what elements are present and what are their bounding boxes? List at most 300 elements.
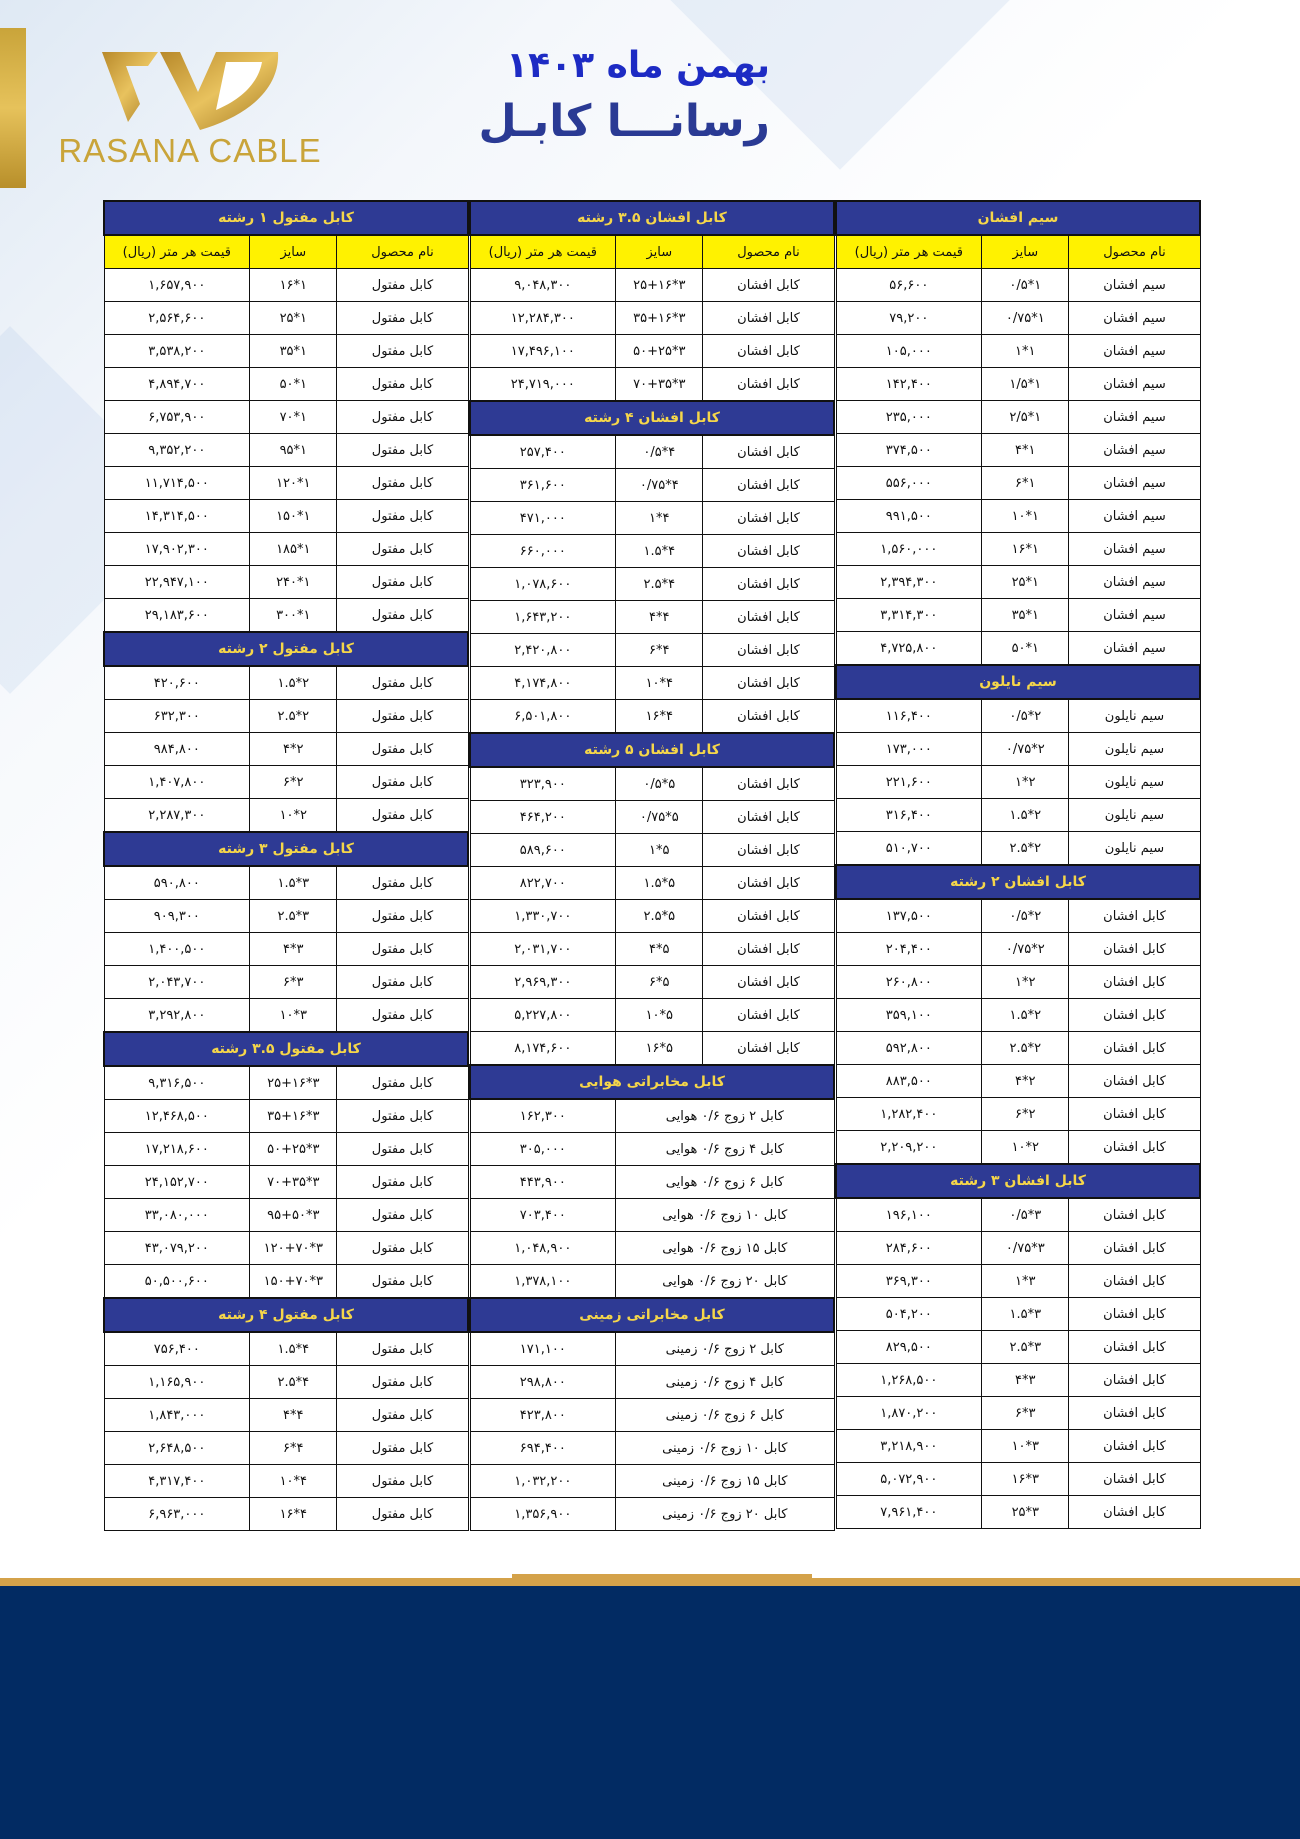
product-size: ۴*۴ bbox=[616, 601, 703, 634]
product-name: کابل مفتول bbox=[337, 1133, 468, 1166]
product-name: کابل مفتول bbox=[337, 1332, 468, 1366]
product-name: سیم نایلون bbox=[1069, 832, 1200, 866]
product-price: ۹۹۱,۵۰۰ bbox=[836, 500, 982, 533]
table-row bbox=[470, 867, 834, 900]
product-name: کابل مفتول bbox=[337, 1432, 468, 1465]
section-header-row bbox=[104, 632, 468, 666]
product-price: ۳۲۳,۹۰۰ bbox=[470, 767, 616, 801]
product-name: کابل مفتول bbox=[337, 467, 468, 500]
product-name: کابل ۲۰ زوج ۰/۶ هوایی bbox=[616, 1265, 834, 1299]
product-price: ۸,۱۷۴,۶۰۰ bbox=[470, 1032, 616, 1066]
product-size: ۱*۲/۵ bbox=[982, 401, 1069, 434]
product-name: کابل افشان bbox=[703, 435, 834, 469]
table-row bbox=[470, 1133, 834, 1166]
product-price: ۸۲۹,۵۰۰ bbox=[836, 1331, 982, 1364]
product-price: ۴,۷۲۵,۸۰۰ bbox=[836, 632, 982, 666]
product-price: ۵۹۰,۸۰۰ bbox=[104, 866, 250, 900]
product-name: کابل افشان bbox=[1069, 1496, 1200, 1529]
price-table bbox=[103, 200, 469, 1531]
product-size: ۲*۴ bbox=[982, 1065, 1069, 1098]
product-price: ۱,۳۳۰,۷۰۰ bbox=[470, 900, 616, 933]
table-row bbox=[104, 302, 468, 335]
table-row bbox=[836, 999, 1200, 1032]
table-row bbox=[470, 1465, 834, 1498]
product-price: ۱,۴۰۷,۸۰۰ bbox=[104, 766, 250, 799]
product-name: سیم افشان bbox=[1069, 632, 1200, 666]
product-price: ۱,۸۷۰,۲۰۰ bbox=[836, 1397, 982, 1430]
product-price: ۲,۴۲۰,۸۰۰ bbox=[470, 634, 616, 667]
table-row bbox=[470, 933, 834, 966]
section-header-row bbox=[836, 865, 1200, 899]
product-size: ۳*۰/۷۵ bbox=[982, 1232, 1069, 1265]
product-price: ۷۰۳,۴۰۰ bbox=[470, 1199, 616, 1232]
product-price: ۹,۳۱۶,۵۰۰ bbox=[104, 1066, 250, 1100]
product-name: کابل مفتول bbox=[337, 401, 468, 434]
section-title: کابل افشان ۳ رشته bbox=[836, 1164, 1200, 1198]
product-price: ۸۸۳,۵۰۰ bbox=[836, 1065, 982, 1098]
product-size: ۳*۷۰+۳۵ bbox=[616, 368, 703, 402]
product-name: کابل افشان bbox=[703, 867, 834, 900]
logo-mark-icon bbox=[40, 44, 340, 134]
product-price: ۱,۳۷۸,۱۰۰ bbox=[470, 1265, 616, 1299]
product-name: کابل مفتول bbox=[337, 1265, 468, 1299]
table-row bbox=[836, 1397, 1200, 1430]
table-row bbox=[836, 1364, 1200, 1397]
table-row bbox=[470, 700, 834, 734]
product-name: سیم افشان bbox=[1069, 434, 1200, 467]
product-price: ۲۶۰,۸۰۰ bbox=[836, 966, 982, 999]
table-row bbox=[836, 1331, 1200, 1364]
table-row bbox=[470, 801, 834, 834]
table-row bbox=[104, 1066, 468, 1100]
product-price: ۱۲,۴۶۸,۵۰۰ bbox=[104, 1100, 250, 1133]
table-row bbox=[104, 335, 468, 368]
product-size: ۲*۴ bbox=[250, 733, 337, 766]
product-price: ۷۹,۲۰۰ bbox=[836, 302, 982, 335]
product-price: ۱۶۲,۳۰۰ bbox=[470, 1099, 616, 1133]
table-row bbox=[836, 1131, 1200, 1165]
table-row bbox=[470, 999, 834, 1032]
product-price: ۴۲۰,۶۰۰ bbox=[104, 666, 250, 700]
product-name: کابل مفتول bbox=[337, 368, 468, 401]
product-price: ۱,۱۶۵,۹۰۰ bbox=[104, 1366, 250, 1399]
product-price: ۶۶۰,۰۰۰ bbox=[470, 535, 616, 568]
product-name: سیم افشان bbox=[1069, 302, 1200, 335]
product-name: کابل مفتول bbox=[337, 1498, 468, 1531]
table-row bbox=[836, 632, 1200, 666]
table-row bbox=[470, 435, 834, 469]
product-name: کابل ۴ زوج ۰/۶ زمینی bbox=[616, 1366, 834, 1399]
table-row bbox=[836, 1265, 1200, 1298]
product-price: ۱۳۷,۵۰۰ bbox=[836, 899, 982, 933]
product-price: ۸۲۲,۷۰۰ bbox=[470, 867, 616, 900]
table-row bbox=[836, 1232, 1200, 1265]
table-row bbox=[470, 1166, 834, 1199]
table-row bbox=[104, 269, 468, 302]
table-row bbox=[836, 533, 1200, 566]
product-name: کابل مفتول bbox=[337, 700, 468, 733]
product-price: ۵۱۰,۷۰۰ bbox=[836, 832, 982, 866]
product-size: ۲*۰/۵ bbox=[982, 699, 1069, 733]
product-price: ۴۳,۰۷۹,۲۰۰ bbox=[104, 1232, 250, 1265]
product-name: سیم افشان bbox=[1069, 269, 1200, 302]
product-name: کابل مفتول bbox=[337, 866, 468, 900]
product-size: ۳*۲۵ bbox=[982, 1496, 1069, 1529]
product-price: ۳۳,۰۸۰,۰۰۰ bbox=[104, 1199, 250, 1232]
product-price: ۲,۰۳۱,۷۰۰ bbox=[470, 933, 616, 966]
product-size: ۲*۰/۷۵ bbox=[982, 933, 1069, 966]
product-price: ۲,۶۴۸,۵۰۰ bbox=[104, 1432, 250, 1465]
product-price: ۳,۵۳۸,۲۰۰ bbox=[104, 335, 250, 368]
product-price: ۴۲۳,۸۰۰ bbox=[470, 1399, 616, 1432]
column-header-row bbox=[104, 235, 468, 269]
product-name: کابل مفتول bbox=[337, 1166, 468, 1199]
page-title-block bbox=[430, 44, 770, 150]
product-price: ۲,۲۰۹,۲۰۰ bbox=[836, 1131, 982, 1165]
table-row bbox=[470, 1432, 834, 1465]
table-row bbox=[836, 1098, 1200, 1131]
product-price: ۲۰۴,۴۰۰ bbox=[836, 933, 982, 966]
product-name: کابل افشان bbox=[1069, 1331, 1200, 1364]
product-price: ۱۷,۹۰۲,۳۰۰ bbox=[104, 533, 250, 566]
product-size: ۳*۲۵+۱۶ bbox=[616, 269, 703, 302]
product-name: کابل افشان bbox=[1069, 999, 1200, 1032]
table-row bbox=[836, 766, 1200, 799]
table-row bbox=[104, 866, 468, 900]
product-price: ۴۴۳,۹۰۰ bbox=[470, 1166, 616, 1199]
product-size: ۱*۱ bbox=[982, 335, 1069, 368]
product-name: کابل افشان bbox=[1069, 1364, 1200, 1397]
table-row bbox=[104, 401, 468, 434]
product-price: ۶,۷۵۳,۹۰۰ bbox=[104, 401, 250, 434]
product-size: ۵*۱۰ bbox=[616, 999, 703, 1032]
section-title: کابل مفتول ۳.۵ رشته bbox=[104, 1032, 468, 1066]
product-size: ۲*۰/۵ bbox=[982, 899, 1069, 933]
table-row bbox=[470, 667, 834, 700]
product-name: کابل افشان bbox=[1069, 1265, 1200, 1298]
product-name: کابل مفتول bbox=[337, 1366, 468, 1399]
product-size: ۲*۲.۵ bbox=[250, 700, 337, 733]
product-price: ۱۷,۲۱۸,۶۰۰ bbox=[104, 1133, 250, 1166]
table-row bbox=[104, 599, 468, 633]
table-row bbox=[104, 533, 468, 566]
section-header-row bbox=[470, 1298, 834, 1332]
product-name: کابل افشان bbox=[703, 634, 834, 667]
product-price: ۵,۲۲۷,۸۰۰ bbox=[470, 999, 616, 1032]
page-title-date: بهمن ماه ۱۴۰۳ bbox=[506, 45, 770, 86]
product-price: ۱,۰۳۲,۲۰۰ bbox=[470, 1465, 616, 1498]
product-price: ۴۷۱,۰۰۰ bbox=[470, 502, 616, 535]
table-row bbox=[470, 269, 834, 302]
product-size: ۱*۳۵ bbox=[250, 335, 337, 368]
product-price: ۳,۲۹۲,۸۰۰ bbox=[104, 999, 250, 1033]
product-name: کابل افشان bbox=[703, 601, 834, 634]
product-name: کابل مفتول bbox=[337, 1399, 468, 1432]
table-row bbox=[836, 599, 1200, 632]
section-header-row bbox=[104, 832, 468, 866]
column-header-price: قیمت هر متر (ریال) bbox=[470, 235, 616, 269]
table-row bbox=[836, 1496, 1200, 1529]
column-header-size: سایز bbox=[250, 235, 337, 269]
product-name: کابل افشان bbox=[1069, 1430, 1200, 1463]
section-title: کابل مفتول ۳ رشته bbox=[104, 832, 468, 866]
table-row bbox=[104, 1332, 468, 1366]
table-row bbox=[470, 502, 834, 535]
product-size: ۲*۲.۵ bbox=[982, 832, 1069, 866]
product-price: ۲۴,۱۵۲,۷۰۰ bbox=[104, 1166, 250, 1199]
product-price: ۳۱۶,۴۰۰ bbox=[836, 799, 982, 832]
product-price: ۴,۸۹۴,۷۰۰ bbox=[104, 368, 250, 401]
product-name: سیم نایلون bbox=[1069, 699, 1200, 733]
product-price: ۶,۵۰۱,۸۰۰ bbox=[470, 700, 616, 734]
section-header-row bbox=[470, 1065, 834, 1099]
product-price: ۲۹۸,۸۰۰ bbox=[470, 1366, 616, 1399]
product-name: کابل افشان bbox=[1069, 933, 1200, 966]
product-size: ۲*۱ bbox=[982, 966, 1069, 999]
product-name: کابل افشان bbox=[703, 269, 834, 302]
product-price: ۱۹۶,۱۰۰ bbox=[836, 1198, 982, 1232]
footer-band bbox=[0, 1586, 1300, 1839]
product-price: ۶,۹۶۳,۰۰۰ bbox=[104, 1498, 250, 1531]
product-name: کابل افشان bbox=[703, 933, 834, 966]
product-size: ۴*۱۰ bbox=[250, 1465, 337, 1498]
product-size: ۳*۹۵+۵۰ bbox=[250, 1199, 337, 1232]
product-name: کابل مفتول bbox=[337, 269, 468, 302]
table-row bbox=[836, 467, 1200, 500]
section-title: کابل افشان ۵ رشته bbox=[470, 733, 834, 767]
logo-text: RASANA CABLE bbox=[58, 132, 322, 169]
product-name: کابل افشان bbox=[703, 900, 834, 933]
product-size: ۱*۲۵ bbox=[250, 302, 337, 335]
product-price: ۹,۰۴۸,۳۰۰ bbox=[470, 269, 616, 302]
table-row bbox=[836, 1198, 1200, 1232]
column-header-size: سایز bbox=[982, 235, 1069, 269]
section-title: کابل مخابراتی هوایی bbox=[470, 1065, 834, 1099]
product-name: کابل افشان bbox=[703, 502, 834, 535]
column-header-name: نام محصول bbox=[1069, 235, 1200, 269]
product-price: ۲۲,۹۴۷,۱۰۰ bbox=[104, 566, 250, 599]
product-name: کابل افشان bbox=[1069, 1298, 1200, 1331]
product-name: کابل مفتول bbox=[337, 335, 468, 368]
table-row bbox=[836, 566, 1200, 599]
product-name: کابل مفتول bbox=[337, 666, 468, 700]
product-size: ۳*۱.۵ bbox=[250, 866, 337, 900]
table-row bbox=[470, 601, 834, 634]
product-size: ۱*۱۵۰ bbox=[250, 500, 337, 533]
product-size: ۴*۲.۵ bbox=[250, 1366, 337, 1399]
product-size: ۴*۱.۵ bbox=[250, 1332, 337, 1366]
product-size: ۴*۶ bbox=[250, 1432, 337, 1465]
table-row bbox=[470, 302, 834, 335]
gold-accent-bar bbox=[0, 28, 26, 188]
section-title: کابل مخابراتی زمینی bbox=[470, 1298, 834, 1332]
table-row bbox=[836, 832, 1200, 866]
product-price: ۶۳۲,۳۰۰ bbox=[104, 700, 250, 733]
product-size: ۵*۰/۵ bbox=[616, 767, 703, 801]
product-size: ۱*۱۶ bbox=[982, 533, 1069, 566]
table-row bbox=[470, 1199, 834, 1232]
table-row bbox=[470, 1099, 834, 1133]
product-name: کابل افشان bbox=[1069, 1098, 1200, 1131]
product-size: ۲*۰/۷۵ bbox=[982, 733, 1069, 766]
section-title: کابل افشان ۲ رشته bbox=[836, 865, 1200, 899]
product-name: کابل افشان bbox=[703, 700, 834, 734]
column-header-price: قیمت هر متر (ریال) bbox=[836, 235, 982, 269]
table-row bbox=[836, 269, 1200, 302]
table-row bbox=[470, 568, 834, 601]
table-row bbox=[836, 699, 1200, 733]
column-header-price: قیمت هر متر (ریال) bbox=[104, 235, 250, 269]
page-title: رسانـــا کابـل bbox=[478, 96, 770, 147]
product-name: کابل افشان bbox=[1069, 966, 1200, 999]
section-header-row bbox=[104, 201, 468, 235]
product-name: سیم نایلون bbox=[1069, 799, 1200, 832]
product-name: سیم افشان bbox=[1069, 566, 1200, 599]
product-size: ۳*۱۰ bbox=[982, 1430, 1069, 1463]
price-column bbox=[103, 200, 469, 1563]
product-name: سیم افشان bbox=[1069, 533, 1200, 566]
section-title: سیم افشان bbox=[836, 201, 1200, 235]
section-title: کابل مفتول ۱ رشته bbox=[104, 201, 468, 235]
table-row bbox=[104, 467, 468, 500]
product-name: کابل مفتول bbox=[337, 500, 468, 533]
table-row bbox=[836, 966, 1200, 999]
product-name: کابل مفتول bbox=[337, 933, 468, 966]
table-row bbox=[470, 634, 834, 667]
table-row bbox=[104, 933, 468, 966]
product-size: ۲*۱۰ bbox=[982, 1131, 1069, 1165]
product-name: کابل افشان bbox=[703, 1032, 834, 1066]
section-title: کابل مفتول ۴ رشته bbox=[104, 1298, 468, 1332]
product-name: کابل ۶ زوج ۰/۶ هوایی bbox=[616, 1166, 834, 1199]
product-size: ۲*۱۰ bbox=[250, 799, 337, 833]
product-price: ۲۵۷,۴۰۰ bbox=[470, 435, 616, 469]
table-row bbox=[104, 1166, 468, 1199]
product-name: کابل افشان bbox=[1069, 1232, 1200, 1265]
product-size: ۳*۱۰ bbox=[250, 999, 337, 1033]
product-name: کابل ۶ زوج ۰/۶ زمینی bbox=[616, 1399, 834, 1432]
product-size: ۲*۶ bbox=[250, 766, 337, 799]
product-price: ۱۰۵,۰۰۰ bbox=[836, 335, 982, 368]
product-price: ۱۱۶,۴۰۰ bbox=[836, 699, 982, 733]
product-name: کابل ۱۵ زوج ۰/۶ هوایی bbox=[616, 1232, 834, 1265]
product-name: کابل مفتول bbox=[337, 1100, 468, 1133]
table-row bbox=[836, 500, 1200, 533]
product-size: ۳*۱ bbox=[982, 1265, 1069, 1298]
price-table bbox=[469, 200, 835, 1531]
product-size: ۵*۶ bbox=[616, 966, 703, 999]
product-price: ۱۷۱,۱۰۰ bbox=[470, 1332, 616, 1366]
table-row bbox=[104, 1498, 468, 1531]
product-size: ۱*۹۵ bbox=[250, 434, 337, 467]
product-size: ۱*۷۰ bbox=[250, 401, 337, 434]
product-size: ۳*۳۵+۱۶ bbox=[250, 1100, 337, 1133]
product-size: ۱*۱۲۰ bbox=[250, 467, 337, 500]
product-name: سیم نایلون bbox=[1069, 733, 1200, 766]
product-name: کابل مفتول bbox=[337, 1199, 468, 1232]
table-row bbox=[836, 1430, 1200, 1463]
product-name: کابل مفتول bbox=[337, 566, 468, 599]
product-name: کابل افشان bbox=[1069, 1463, 1200, 1496]
product-price: ۱,۴۰۰,۵۰۰ bbox=[104, 933, 250, 966]
price-table bbox=[835, 200, 1201, 1529]
product-price: ۱۴۲,۴۰۰ bbox=[836, 368, 982, 401]
product-price: ۱,۶۴۳,۲۰۰ bbox=[470, 601, 616, 634]
product-price: ۷,۹۶۱,۴۰۰ bbox=[836, 1496, 982, 1529]
product-price: ۳۵۹,۱۰۰ bbox=[836, 999, 982, 1032]
product-size: ۴*۰/۵ bbox=[616, 435, 703, 469]
table-row bbox=[104, 1399, 468, 1432]
product-name: کابل مفتول bbox=[337, 733, 468, 766]
product-size: ۱*۴ bbox=[982, 434, 1069, 467]
product-price: ۲,۳۹۴,۳۰۰ bbox=[836, 566, 982, 599]
product-name: کابل مفتول bbox=[337, 766, 468, 799]
product-size: ۳*۴ bbox=[250, 933, 337, 966]
product-price: ۱,۲۶۸,۵۰۰ bbox=[836, 1364, 982, 1397]
product-name: کابل افشان bbox=[703, 801, 834, 834]
section-header-row bbox=[104, 1032, 468, 1066]
product-size: ۵*۰/۷۵ bbox=[616, 801, 703, 834]
section-header-row bbox=[470, 401, 834, 435]
product-name: کابل افشان bbox=[703, 368, 834, 402]
section-header-row bbox=[836, 201, 1200, 235]
product-size: ۳*۱۲۰+۷۰ bbox=[250, 1232, 337, 1265]
product-size: ۴*۶ bbox=[616, 634, 703, 667]
product-name: سیم افشان bbox=[1069, 467, 1200, 500]
product-price: ۲۴,۷۱۹,۰۰۰ bbox=[470, 368, 616, 402]
product-size: ۱*۱۰ bbox=[982, 500, 1069, 533]
column-header-row bbox=[836, 235, 1200, 269]
product-name: کابل افشان bbox=[1069, 1198, 1200, 1232]
table-row bbox=[104, 1432, 468, 1465]
product-size: ۱*۳۵ bbox=[982, 599, 1069, 632]
product-size: ۳*۰/۵ bbox=[982, 1198, 1069, 1232]
product-size: ۴*۴ bbox=[250, 1399, 337, 1432]
product-size: ۴*۱۶ bbox=[250, 1498, 337, 1531]
product-price: ۲,۲۸۷,۳۰۰ bbox=[104, 799, 250, 833]
table-row bbox=[470, 1498, 834, 1531]
price-column bbox=[469, 200, 835, 1563]
table-row bbox=[104, 1366, 468, 1399]
table-row bbox=[104, 1199, 468, 1232]
product-price: ۲,۹۶۹,۳۰۰ bbox=[470, 966, 616, 999]
product-price: ۵۵۶,۰۰۰ bbox=[836, 467, 982, 500]
product-size: ۳*۲.۵ bbox=[982, 1331, 1069, 1364]
product-price: ۳۰۵,۰۰۰ bbox=[470, 1133, 616, 1166]
product-name: کابل افشان bbox=[1069, 1131, 1200, 1165]
table-row bbox=[470, 335, 834, 368]
product-name: کابل مفتول bbox=[337, 302, 468, 335]
table-row bbox=[104, 1232, 468, 1265]
product-name: کابل ۱۰ زوج ۰/۶ زمینی bbox=[616, 1432, 834, 1465]
product-price: ۵,۰۷۲,۹۰۰ bbox=[836, 1463, 982, 1496]
table-row bbox=[470, 1032, 834, 1066]
table-row bbox=[104, 500, 468, 533]
product-name: کابل افشان bbox=[703, 667, 834, 700]
price-tables bbox=[103, 200, 1201, 1563]
table-row bbox=[104, 733, 468, 766]
product-size: ۵*۱.۵ bbox=[616, 867, 703, 900]
table-row bbox=[104, 799, 468, 833]
table-row bbox=[470, 1399, 834, 1432]
table-row bbox=[836, 1065, 1200, 1098]
table-row bbox=[104, 999, 468, 1033]
table-row bbox=[104, 368, 468, 401]
product-name: کابل ۱۰ زوج ۰/۶ هوایی bbox=[616, 1199, 834, 1232]
product-size: ۴*۱ bbox=[616, 502, 703, 535]
section-title: کابل افشان ۳.۵ رشته bbox=[470, 201, 834, 235]
column-header-name: نام محصول bbox=[337, 235, 468, 269]
